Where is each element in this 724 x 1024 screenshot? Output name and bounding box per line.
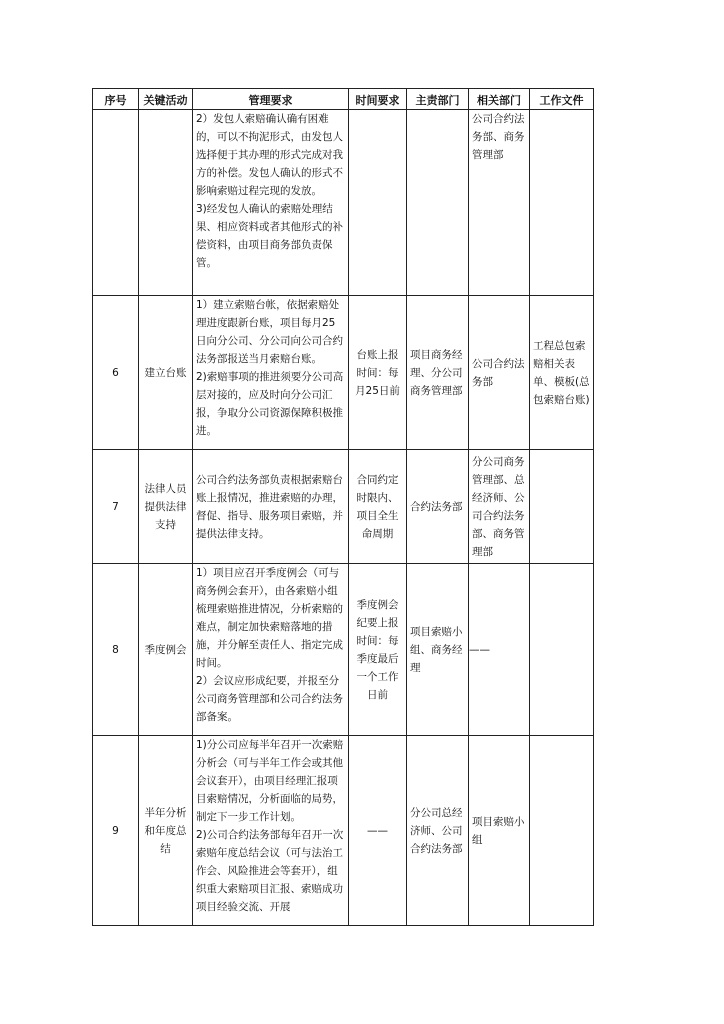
table-row [93, 564, 594, 736]
header-related-dept: 相关部门 [469, 89, 530, 110]
row-requirements: 1）建立索赔台帐，依据索赔处理进度跟新台账，项目每月25日向分公司、分公司向公司合约法务部报送当月索赔台账。 2)索赔事项的推进须要分公司高层对接的，应及时向分公司汇报，争取分公司资源保障积极推进。 [193, 296, 349, 450]
header-files: 工作文件 [530, 89, 594, 110]
table-row [93, 296, 594, 450]
row-activity: 建立台账 [139, 296, 193, 450]
row-no: 8 [93, 564, 139, 736]
row-related-dept: 项目索赔小组 [469, 736, 530, 926]
row-files [530, 736, 594, 926]
table-row [93, 110, 594, 296]
row-main-dept: 合约法务部 [407, 450, 469, 564]
row-no: 6 [93, 296, 139, 450]
row-related-dept: 分公司商务管理部、总经济师、公司合约法务部、商务管理部 [469, 450, 530, 564]
row-no: 9 [93, 736, 139, 926]
row-requirements: 2）发包人索赔确认确有困难的，可以不拘泥形式，由发包人选择便于其办理的形式完成对我方的补偿。发包人确认的形式不影响索赔过程完现的发放。 3)经发包人确认的索赔处理结果、相应资料或者其他形式的补偿资料，由项目商务部负责保管。 [193, 110, 349, 296]
header-no: 序号 [93, 89, 139, 110]
row-files [530, 450, 594, 564]
row-activity: 法律人员提供法律支持 [139, 450, 193, 564]
row-related-dept: 公司合约法务部 [469, 296, 530, 450]
row-related-dept: —— [469, 564, 530, 736]
row-related-dept: 公司合约法务部、商务管理部 [469, 110, 530, 296]
table-header-row [93, 89, 594, 110]
row-files [530, 564, 594, 736]
header-time: 时间要求 [349, 89, 407, 110]
row-time [349, 110, 407, 296]
row-requirements: 1）项目应召开季度例会（可与商务例会套开），由各索赔小组梳理索赔推进情况，分析索赔的难点，制定加快索赔落地的措施，并分解至责任人、指定完成时间。 2）会议应形成纪要，并报至分公司商务管理部和公司合约法务部备案。 [193, 564, 349, 736]
row-no [93, 110, 139, 296]
row-main-dept [407, 110, 469, 296]
row-time: 台账上报时间：每月25日前 [349, 296, 407, 450]
row-requirements: 公司合约法务部负责根据索赔台账上报情况，推进索赔的办理，督促、指导、服务项目索赔，并提供法律支持。 [193, 450, 349, 564]
row-no: 7 [93, 450, 139, 564]
header-requirements: 管理要求 [193, 89, 349, 110]
row-files [530, 110, 594, 296]
table-row [93, 736, 594, 926]
row-files: 工程总包索赔相关表单、模板(总包索赔台账) [530, 296, 594, 450]
row-time: 季度例会纪要上报时间：每季度最后一个工作日前 [349, 564, 407, 736]
row-main-dept: 项目索赔小组、商务经理 [407, 564, 469, 736]
row-main-dept: 分公司总经济师、公司合约法务部 [407, 736, 469, 926]
header-activity: 关键活动 [139, 89, 193, 110]
row-activity: 季度例会 [139, 564, 193, 736]
row-activity [139, 110, 193, 296]
row-time: 合同约定时限内、项目全生命周期 [349, 450, 407, 564]
header-main-dept: 主责部门 [407, 89, 469, 110]
row-requirements: 1)分公司应每半年召开一次索赔分析会（可与半年工作会或其他会议套开），由项目经理汇报项目索赔情况，分析面临的局势，制定下一步工作计划。 2)公司合约法务部每年召开一次索赔年度总结会议（可与法治工作会、风险推进会等套开），组织重大索赔项目汇报、索赔成功项目经验交流、开展 [193, 736, 349, 926]
row-time: —— [349, 736, 407, 926]
management-table [92, 88, 594, 926]
row-activity: 半年分析和年度总结 [139, 736, 193, 926]
table-row [93, 450, 594, 564]
row-main-dept: 项目商务经理、分公司商务管理部 [407, 296, 469, 450]
